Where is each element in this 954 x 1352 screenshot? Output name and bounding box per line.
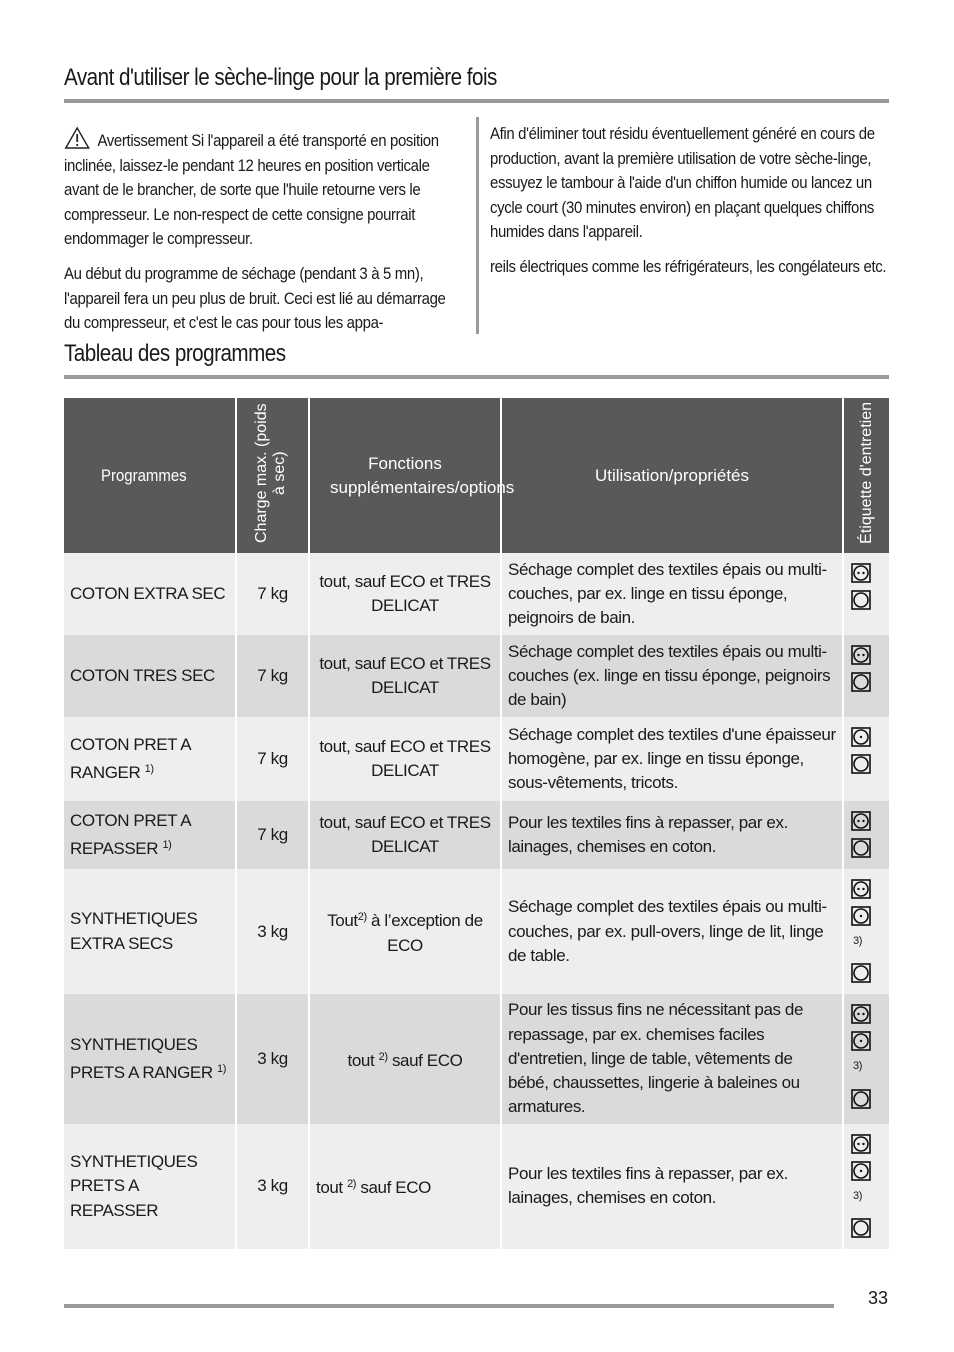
fonctions-text: tout, sauf ECO et TRES DELICAT (319, 812, 491, 856)
header-programmes: Programmes (64, 398, 236, 553)
tumble-dry-icon (851, 754, 871, 774)
table-row (64, 869, 889, 994)
header-utilisation: Utilisation/propriétés (501, 398, 843, 553)
utilisation-cell: Séchage complet des textiles épais ou multi-couches, par ex. pull-overs, linge de lit, linge de table. (501, 869, 843, 994)
care-label-cell (843, 801, 889, 869)
tumble-dry-high-icon (851, 879, 871, 899)
charge-cell: 3 kg (236, 1124, 309, 1249)
cleaning-text: Afin d'éliminer tout résidu éventuellement généré en cours de production, avant la première utilisation de votre sèche-linge, essuyez le tambour à l'aide d'un chiffon humide ou lancez un cycle court (30 minutes environ) en plaçant quelques chiffons humides dans l'appareil. (490, 124, 875, 242)
tumble-dry-high-icon (851, 1134, 871, 1154)
fonctions-text-rest: sauf ECO (356, 1178, 431, 1198)
programme-name: SYNTHETIQUES PRETS A REPASSER (70, 1151, 198, 1220)
care-footnote-marker: 3) (853, 935, 862, 947)
fonctions-text: tout (347, 1050, 379, 1070)
tumble-dry-low-icon (851, 906, 871, 926)
continuation-text: reils électriques comme les réfrigérateurs, les congélateurs etc. (490, 256, 887, 276)
column-divider (476, 117, 479, 334)
fonctions-text: Tout (327, 911, 358, 931)
fonctions-text-rest: sauf ECO (387, 1050, 463, 1070)
programme-cell (64, 717, 236, 801)
programme-cell (64, 994, 236, 1123)
table-row (64, 1124, 889, 1249)
programme-name: COTON PRET A REPASSER (70, 810, 191, 858)
utilisation-cell: Séchage complet des textiles d'une épaisseur homogène, par ex. linge en tissu éponge, sous-vêtements, tricots. (501, 717, 843, 801)
header-fonctions: Fonctions supplémentaires/options (309, 398, 501, 553)
fonctions-cell (309, 801, 501, 869)
header-etiquette: Étiquette d'entretien (843, 398, 889, 553)
tumble-dry-icon (851, 1089, 871, 1109)
footnote-marker: 2) (357, 911, 367, 924)
utilisation-cell: Pour les textiles fins à repasser, par ex. lainages, chemises en coton. (501, 801, 843, 869)
charge-cell: 7 kg (236, 801, 309, 869)
utilisation-cell: Pour les textiles fins à repasser, par ex. lainages, chemises en coton. (501, 1124, 843, 1249)
care-label-cell (843, 994, 889, 1123)
footnote-marker: 1) (162, 839, 172, 851)
charge-cell: 7 kg (236, 553, 309, 635)
warning-text: Si l'appareil a été transporté en position inclinée, laissez-le pendant 12 heures en position verticale avant de le brancher, de sorte que l'huile retourne vers le compresseur. Le non-respect de cette consigne pourrait endommager le compresseur. (64, 131, 439, 249)
footnote-marker: 1) (217, 1063, 227, 1076)
tumble-dry-icon (851, 590, 871, 610)
fonctions-cell (309, 635, 501, 717)
footnote-marker: 2) (378, 1050, 388, 1063)
table-row (64, 553, 889, 635)
tumble-dry-low-icon (851, 1161, 871, 1181)
care-label-cell (843, 869, 889, 994)
warning-label: Avertissement (97, 131, 188, 150)
utilisation-cell: Pour les tissus fins ne nécessitant pas de repassage, par ex. chemises faciles d'entretien, linge de table, vêtements de bébé, chaussettes, lingerie à baleines ou armatures. (501, 994, 843, 1123)
fonctions-text: tout (316, 1178, 348, 1198)
programme-name: COTON TRES SEC (70, 665, 215, 685)
care-label-cell (843, 553, 889, 635)
fonctions-cell (309, 553, 501, 635)
care-footnote-marker: 3) (853, 1189, 862, 1202)
programme-cell (64, 1124, 236, 1249)
footer-rule (64, 1304, 834, 1308)
footnote-marker: 2) (347, 1178, 357, 1191)
programme-name: SYNTHETIQUES PRETS A RANGER (70, 1034, 213, 1083)
table-row (64, 635, 889, 717)
noise-paragraph (64, 262, 464, 336)
tumble-dry-icon (851, 1218, 871, 1238)
page-number: 33 (868, 1288, 889, 1308)
tumble-dry-high-icon (851, 645, 871, 665)
tumble-dry-low-icon (851, 1031, 871, 1051)
section2-title: Tableau des programmes (64, 340, 286, 367)
utilisation-cell: Séchage complet des textiles épais ou multi-couches, par ex. linge en tissu éponge, peignoirs de bain. (501, 553, 843, 635)
fonctions-text: tout, sauf ECO et TRES DELICAT (319, 653, 491, 697)
fonctions-cell (309, 717, 501, 801)
care-label-cell (843, 635, 889, 717)
programme-name: COTON EXTRA SEC (70, 583, 226, 603)
tumble-dry-icon (851, 838, 871, 858)
left-column (64, 126, 464, 346)
fonctions-cell (309, 1124, 501, 1249)
programmes-table (64, 398, 889, 1249)
charge-cell: 7 kg (236, 635, 309, 717)
programme-cell (64, 635, 236, 717)
table-title-rule (64, 375, 889, 379)
tumble-dry-high-icon (851, 1004, 871, 1024)
charge-cell: 3 kg (236, 994, 309, 1123)
care-label-cell (843, 1124, 889, 1249)
title-rule (64, 99, 889, 103)
tumble-dry-high-icon (851, 563, 871, 583)
footnote-marker: 1) (144, 763, 154, 775)
fonctions-cell (309, 994, 501, 1123)
table-header-row (64, 398, 889, 553)
header-charge: Charge max. (poids à sec) (236, 398, 309, 553)
tumble-dry-icon (851, 963, 871, 983)
tumble-dry-low-icon (851, 727, 871, 747)
charge-cell: 7 kg (236, 717, 309, 801)
utilisation-cell: Séchage complet des textiles épais ou multi-couches (ex. linge en tissu éponge, peignoirs de bain) (501, 635, 843, 717)
fonctions-text: tout, sauf ECO et TRES DELICAT (319, 736, 491, 780)
noise-text: Au début du programme de séchage (pendant 3 à 5 mn), l'appareil fera un peu plus de bruit. Ceci est lié au démarrage du compresseur, et c'est le cas pour tous les appa- (64, 263, 446, 333)
warning-paragraph (64, 126, 464, 252)
table-row (64, 801, 889, 869)
warning-triangle-icon (64, 126, 90, 150)
tumble-dry-high-icon (851, 811, 871, 831)
fonctions-text: tout, sauf ECO et TRES DELICAT (319, 571, 491, 615)
right-column (490, 122, 890, 290)
fonctions-cell (309, 869, 501, 994)
table-row (64, 994, 889, 1123)
programme-name: SYNTHETIQUES EXTRA SECS (70, 909, 198, 953)
programme-cell (64, 801, 236, 869)
programme-cell (64, 869, 236, 994)
programme-cell (64, 553, 236, 635)
fonctions-text-rest: à l’exception de ECO (366, 911, 483, 955)
programme-name: COTON PRET A RANGER (70, 734, 191, 782)
care-footnote-marker: 3) (853, 1060, 862, 1073)
table-row (64, 717, 889, 801)
care-label-cell (843, 717, 889, 801)
charge-cell: 3 kg (236, 869, 309, 994)
section1-title: Avant d'utiliser le sèche-linge pour la première fois (64, 64, 497, 91)
tumble-dry-icon (851, 672, 871, 692)
